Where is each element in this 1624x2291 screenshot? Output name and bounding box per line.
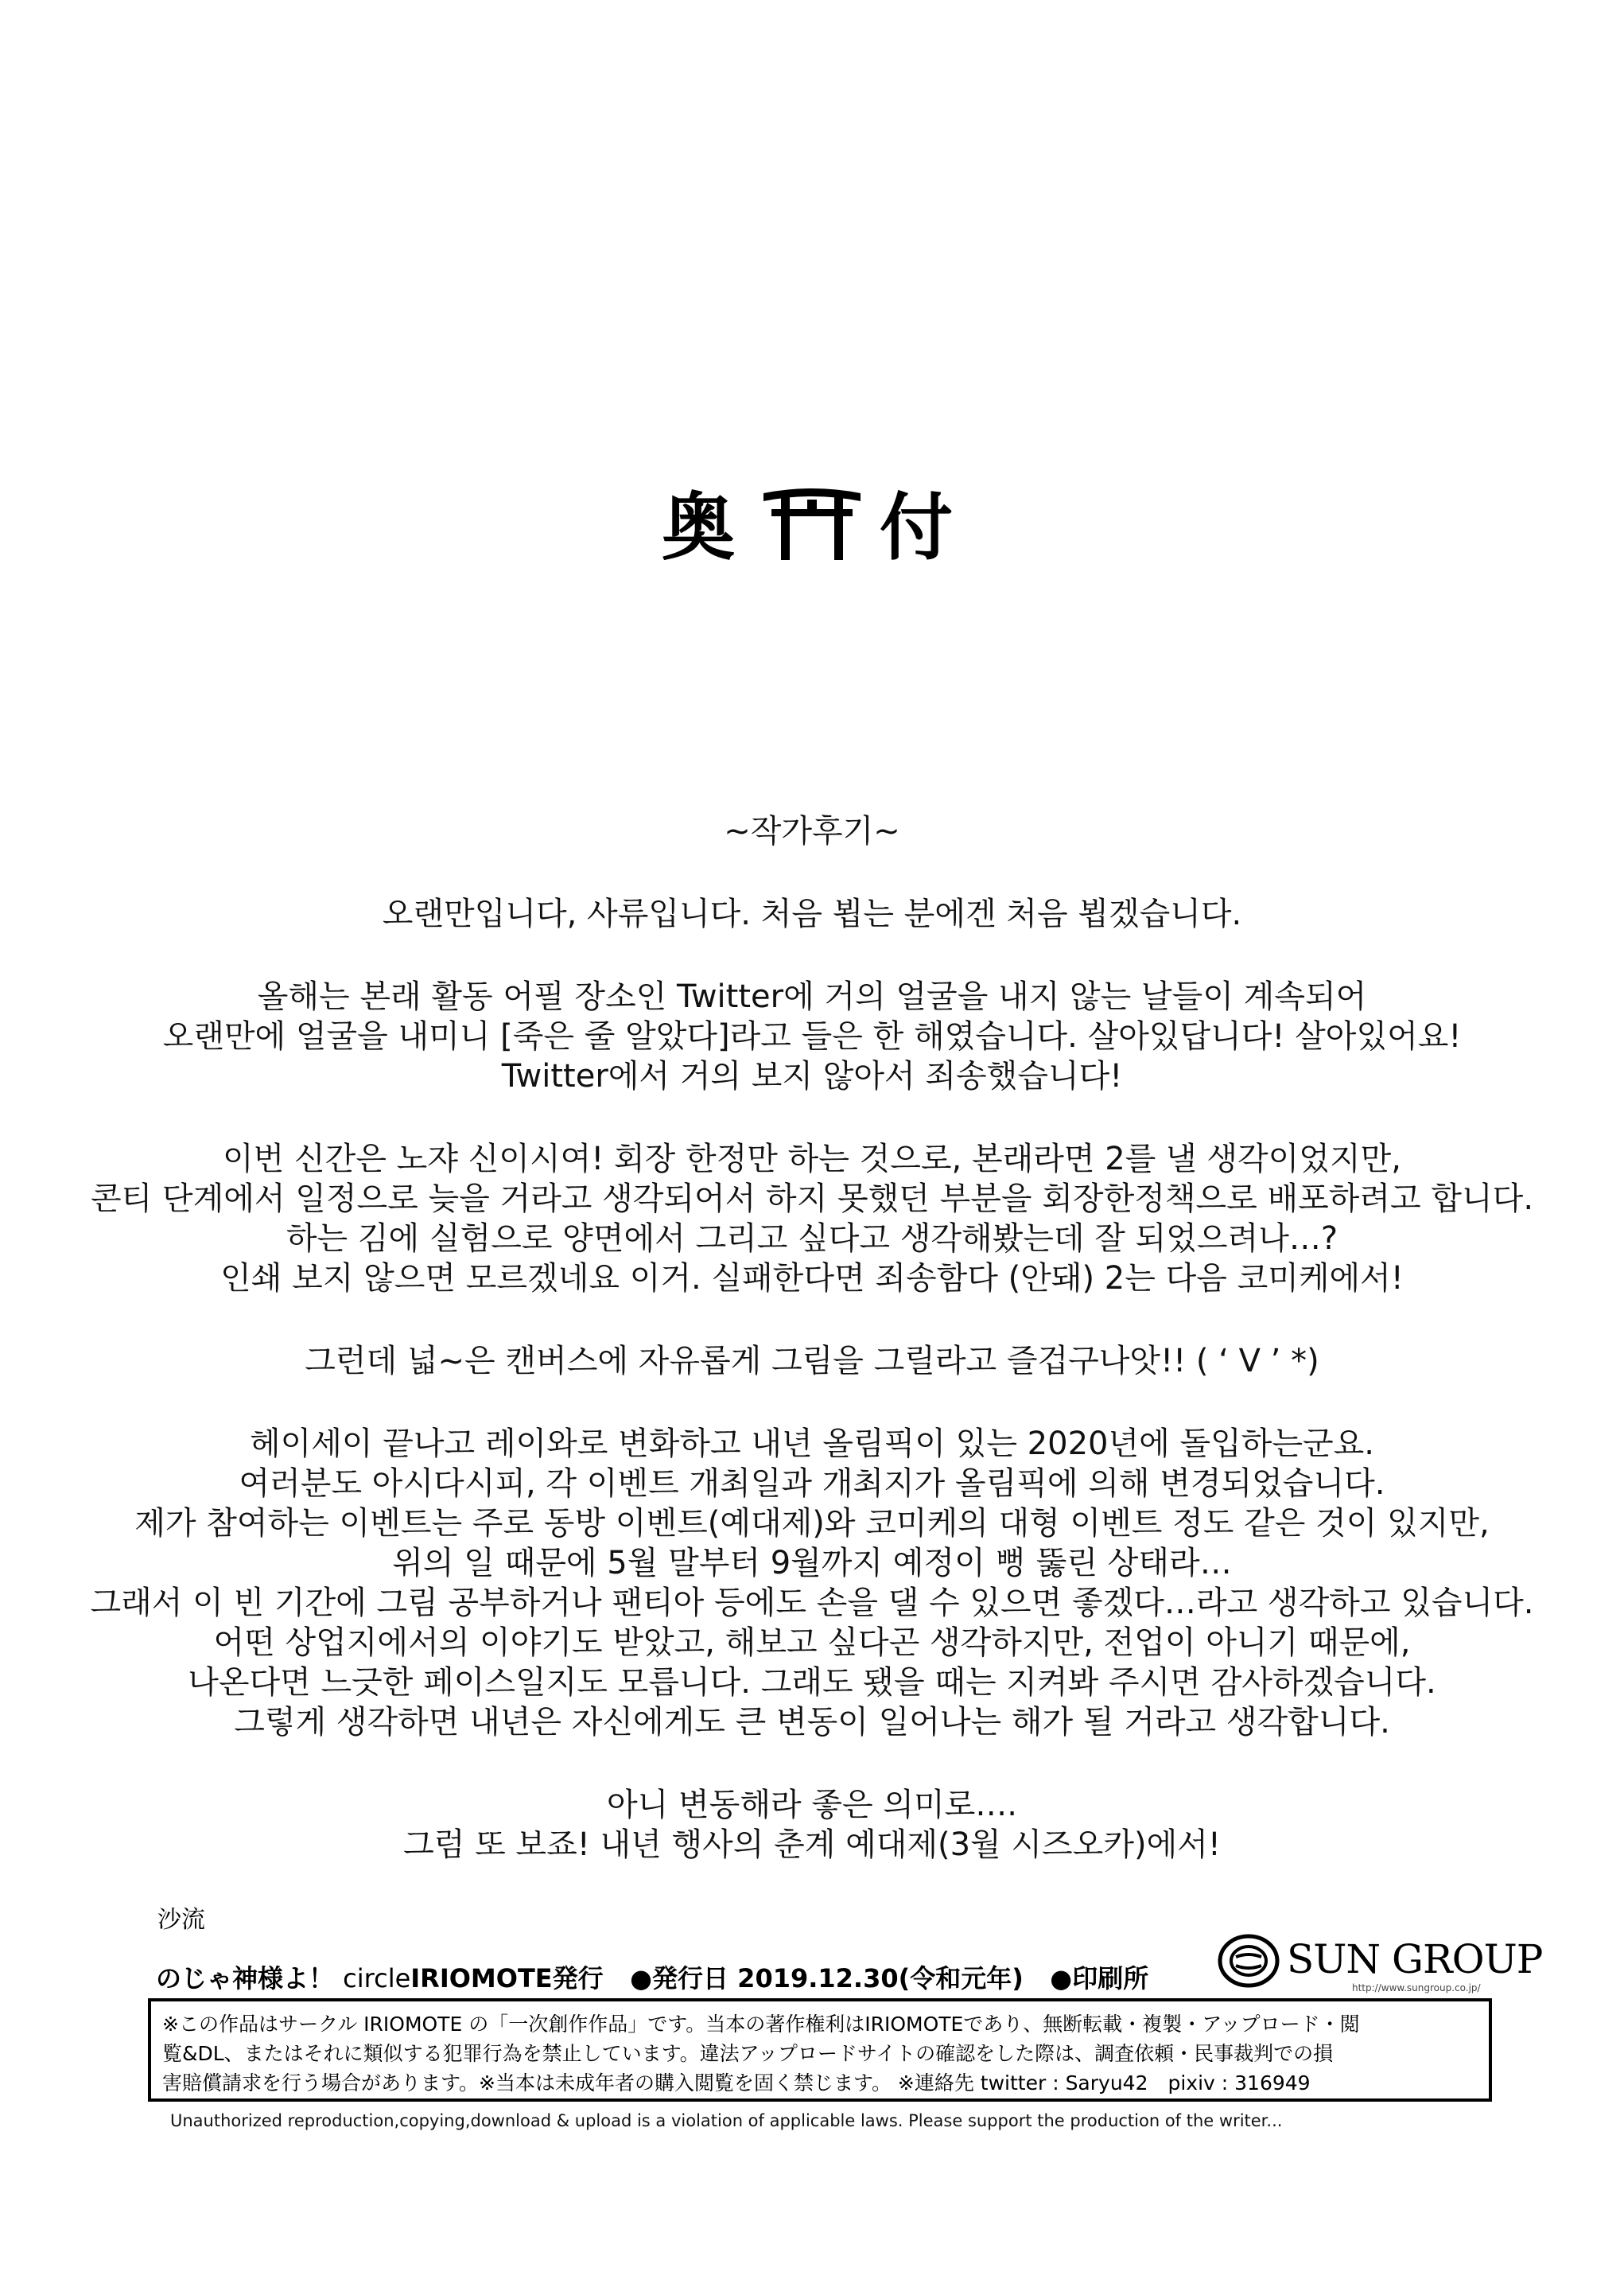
afterword-paragraph-1 xyxy=(48,894,1576,934)
publish-label: 発行 xyxy=(552,1963,604,1993)
copyright-notice xyxy=(148,1998,1492,2102)
afterword-line: 헤이세이 끝나고 레이와로 변화하고 내년 올림픽이 있는 2020년에 돌입하는군요. xyxy=(249,1426,1375,1462)
circle-prefix: circle xyxy=(343,1963,411,1993)
afterword-paragraph-2 xyxy=(48,977,1576,1096)
circle-name: IRIOMOTE xyxy=(410,1963,553,1993)
afterword-line: 올해는 본래 활동 어필 장소인 Twitter에 거의 얼굴을 내지 않는 날들이 계속되어 xyxy=(257,978,1367,1015)
afterword-line: 오랜만에 얼굴을 내미니 [죽은 줄 알았다]라고 들은 한 해였습니다. 살아있답니다! 살아있어요! xyxy=(162,1018,1462,1055)
afterword-paragraph-4 xyxy=(48,1341,1576,1381)
afterword-line: 그래서 이 빈 기간에 그림 공부하거나 팬티아 등에도 손을 댈 수 있으면 좋겠다…라고 생각하고 있습니다. xyxy=(90,1585,1534,1621)
afterword-line: 위의 일 때문에 5월 말부터 9월까지 예정이 뻥 뚫린 상태라… xyxy=(392,1545,1232,1581)
afterword-line: 그럼 또 보죠! 내년 행사의 춘계 예대제(3월 시즈오카)에서! xyxy=(403,1826,1221,1863)
sun-group-logo xyxy=(1217,1933,1543,1997)
afterword-line: 인쇄 보지 않으면 모르겠네요 이거. 실패한다면 죄송함다 (안돼) 2는 다음 코미케에서! xyxy=(220,1260,1404,1297)
afterword xyxy=(48,811,1576,1908)
afterword-heading: ~작가후기~ xyxy=(724,813,900,850)
afterword-line: Twitter에서 거의 보지 않아서 죄송했습니다! xyxy=(501,1058,1123,1095)
unauthorized-warning: Unauthorized reproduction,copying,download & upload is a violation of applicable laws. Please support the production of the writer... xyxy=(170,2111,1283,2130)
printer-label: ●印刷所 xyxy=(1050,1963,1149,1993)
colophon-line xyxy=(156,1958,1148,1995)
afterword-paragraph-3 xyxy=(48,1139,1576,1298)
sun-group-emblem-icon xyxy=(1217,1933,1280,1989)
printer-url: http://www.sungroup.co.jp/ xyxy=(1352,1982,1481,1993)
notice-line: 害賠償請求を行う場合があります。※当本は未成年者の購入閲覧を固く禁じます。 ※連絡先 twitter : Saryu42 pixiv : 316949 xyxy=(162,2071,1311,2095)
title-char-left: 奥 xyxy=(661,484,744,570)
afterword-line: 아니 변동해라 좋은 의미로…. xyxy=(607,1787,1017,1823)
torii-gate-icon xyxy=(760,482,864,562)
publish-date-label: ●発行日 xyxy=(630,1963,729,1993)
afterword-line: 그런데 넓~은 캔버스에 자유롭게 그림을 그릴라고 즐겁구나앗!! ( ‘ V ’ *) xyxy=(305,1343,1319,1379)
page-title xyxy=(0,469,1624,574)
notice-line: ※この作品はサークル IRIOMOTE の「一次創作作品」です。当本の著作権利はIRIOMOTEであり、無断転載・複製・アップロード・閲 xyxy=(162,2013,1360,2036)
notice-line: 覧&DL、またはそれに類似する犯罪行為を禁止しています。違法アップロードサイトの確認をした際は、調査依頼・民事裁判での損 xyxy=(162,2042,1334,2065)
afterword-line: 여러분도 아시다시피, 각 이벤트 개최일과 개최지가 올림픽에 의해 변경되었습니다. xyxy=(239,1465,1385,1502)
title-char-right: 付 xyxy=(880,484,963,570)
afterword-line: 그렇게 생각하면 내년은 자신에게도 큰 변동이 일어나는 해가 될 거라고 생각합니다. xyxy=(234,1704,1390,1741)
publish-date: 2019.12.30(令和元年) xyxy=(737,1963,1024,1993)
author-signature: 沙流 xyxy=(157,1906,205,1934)
afterword-paragraph-6 xyxy=(48,1785,1576,1865)
printer-name: SUN GROUP xyxy=(1287,1936,1543,1982)
afterword-line: 제가 참여하는 이벤트는 주로 동방 이벤트(예대제)와 코미케의 대형 이벤트 정도 같은 것이 있지만, xyxy=(134,1505,1490,1542)
afterword-line: 오랜만입니다, 사류입니다. 처음 뵙는 분에겐 처음 뵙겠습니다. xyxy=(382,896,1242,932)
afterword-line: 콘티 단계에서 일정으로 늦을 거라고 생각되어서 하지 못했던 부분을 회장한정책으로 배포하려고 합니다. xyxy=(90,1181,1534,1217)
afterword-line: 하는 김에 실험으로 양면에서 그리고 싶다고 생각해봤는데 잘 되었으려나…? xyxy=(286,1220,1338,1257)
afterword-line: 어떤 상업지에서의 이야기도 받았고, 해보고 싶다곤 생각하지만, 전업이 아니기 때문에, xyxy=(213,1624,1411,1661)
afterword-line: 이번 신간은 노쟈 신이시여! 회장 한정만 하는 것으로, 본래라면 2를 낼 생각이었지만, xyxy=(223,1141,1401,1177)
book-title: のじゃ神様よ！ xyxy=(156,1963,335,1993)
afterword-paragraph-5 xyxy=(48,1424,1576,1742)
afterword-line: 나온다면 느긋한 페이스일지도 모릅니다. 그래도 됐을 때는 지켜봐 주시면 감사하겠습니다. xyxy=(188,1664,1436,1701)
